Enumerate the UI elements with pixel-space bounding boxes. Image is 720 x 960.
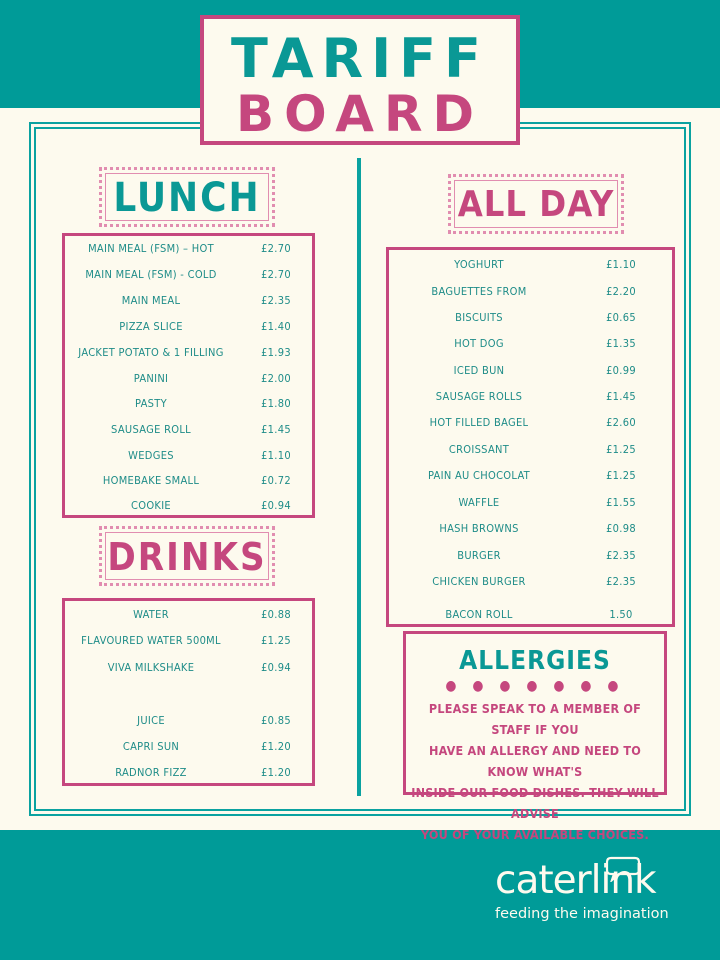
item-price: £1.93 (261, 346, 291, 359)
drinks-menu (62, 598, 315, 786)
item-price: £2.20 (606, 285, 636, 298)
item-name: BACON ROLL (445, 608, 513, 621)
item-price: £0.98 (606, 522, 636, 535)
item-price: £1.25 (261, 634, 291, 647)
item-name: PAIN AU CHOCOLAT (427, 469, 531, 482)
logo-tagline: feeding the imagination (495, 906, 669, 922)
all-day-heading: ALL DAY (448, 174, 624, 234)
dot-divider: ● ● ● ● ● ● ● (445, 678, 625, 694)
item-price: £0.94 (261, 661, 291, 674)
item-price: £1.25 (606, 443, 636, 456)
allergies-panel (403, 631, 667, 842)
caterlink-logo (495, 856, 685, 928)
allergies-line: YOU OF YOUR AVAILABLE CHOICES. (421, 827, 649, 842)
item-price: £1.45 (261, 423, 291, 436)
item-price: £1.35 (606, 337, 636, 350)
item-price: £2.35 (261, 294, 291, 307)
item-name: HASH BROWNS (439, 522, 519, 535)
item-price: £1.20 (261, 766, 291, 779)
allergies-line: HAVE AN ALLERGY AND NEED TO KNOW WHAT'S (428, 743, 641, 779)
item-name: HOMEBAKE SMALL (102, 474, 200, 487)
all-day-menu (386, 247, 675, 627)
item-price: 1.50 (609, 608, 633, 621)
item-price: £1.25 (606, 469, 636, 482)
item-name: JACKET POTATO & 1 FILLING (78, 346, 224, 359)
item-name: CHICKEN BURGER (432, 575, 526, 588)
item-name: MAIN MEAL (FSM) - COLD (85, 268, 217, 281)
item-price: £1.20 (261, 740, 291, 753)
item-price: £0.94 (261, 499, 291, 512)
item-name: WATER (133, 608, 169, 621)
item-name: COOKIE (131, 499, 171, 512)
item-name: ICED BUN (453, 364, 505, 377)
item-price: £2.35 (606, 575, 636, 588)
item-price: £2.70 (261, 242, 291, 255)
title-board: BOARD (236, 85, 484, 143)
item-name: BISCUITS (455, 311, 503, 324)
item-name: MAIN MEAL (121, 294, 181, 307)
item-name: YOGHURT (454, 258, 504, 271)
item-name: PIZZA SLICE (119, 320, 183, 333)
allergies-line: INSIDE OUR FOOD DISHES. THEY WILL ADVISE (411, 785, 659, 821)
lunch-menu (62, 233, 315, 518)
item-name: WEDGES (128, 449, 174, 462)
drinks-heading: DRINKS (99, 526, 275, 586)
item-name: RADNOR FIZZ (115, 766, 187, 779)
item-name: CROISSANT (448, 443, 510, 456)
item-price: £1.80 (261, 397, 291, 410)
item-price: £1.55 (606, 496, 636, 509)
item-name: PASTY (135, 397, 167, 410)
logo-wordmark: caterlink (495, 858, 656, 903)
item-name: PANINI (133, 372, 169, 385)
lunch-heading: LUNCH (99, 167, 275, 227)
item-price: £1.10 (261, 449, 291, 462)
item-name: JUICE (137, 714, 165, 727)
item-name: SAUSAGE ROLLS (435, 390, 523, 403)
item-price: £0.85 (261, 714, 291, 727)
item-name: BURGER (457, 549, 501, 562)
allergies-title: ALLERGIES (459, 646, 611, 676)
item-name: HOT DOG (454, 337, 504, 350)
item-name: MAIN MEAL (FSM) – HOT (88, 242, 214, 255)
item-name: WAFFLE (458, 496, 500, 509)
item-name: VIVA MILKSHAKE (107, 661, 195, 674)
item-price: £0.72 (261, 474, 291, 487)
item-name: BAGUETTES FROM (431, 285, 527, 298)
item-price: £2.60 (606, 416, 636, 429)
item-name: SAUSAGE ROLL (111, 423, 191, 436)
title-tariff: TARIFF (231, 27, 489, 90)
title-box (200, 15, 520, 145)
item-price: £1.45 (606, 390, 636, 403)
allergies-message (410, 698, 660, 845)
item-price: £0.88 (261, 608, 291, 621)
item-price: £2.00 (261, 372, 291, 385)
allergies-line: PLEASE SPEAK TO A MEMBER OF STAFF IF YOU (428, 701, 642, 737)
item-name: HOT FILLED BAGEL (429, 416, 529, 429)
item-price: £2.35 (606, 549, 636, 562)
item-name: FLAVOURED WATER 500ML (81, 634, 221, 647)
column-divider (357, 158, 361, 796)
item-name: CAPRI SUN (122, 740, 180, 753)
item-price: £1.40 (261, 320, 291, 333)
item-price: £1.10 (606, 258, 636, 271)
item-price: £2.70 (261, 268, 291, 281)
item-price: £0.65 (606, 311, 636, 324)
item-price: £0.99 (606, 364, 636, 377)
